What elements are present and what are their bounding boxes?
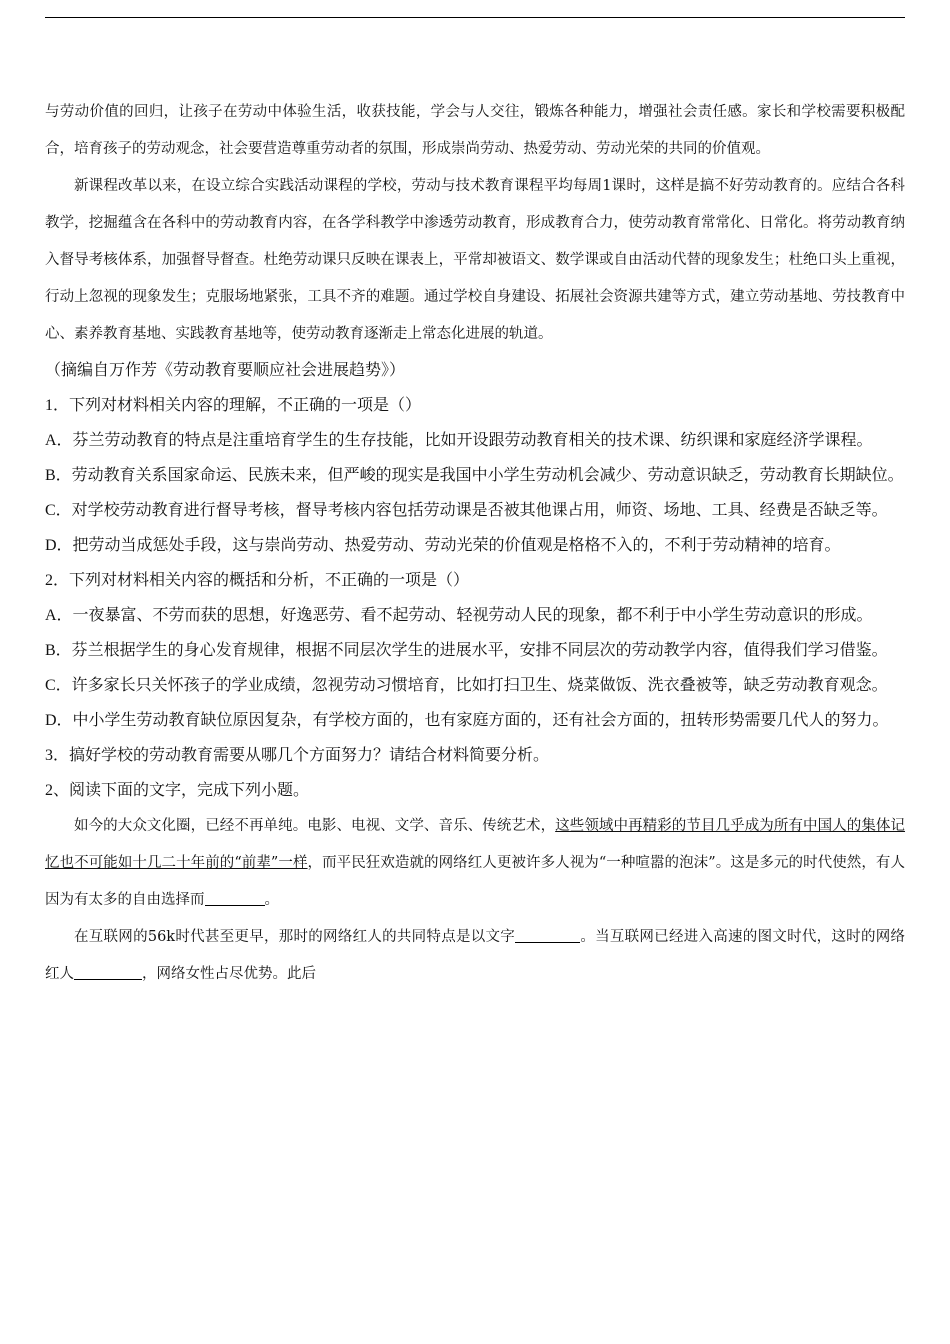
- section-2-p1-underlined-sentence: 这些领域中再精彩的节目几乎成为所有中国人的集体记忆也不可能如十几二十年前的“前辈”一样: [45, 818, 906, 871]
- passage1-paragraph-2: 新课程改革以来，在设立综合实践活动课程的学校，劳动与技术教育课程平均每周1课时，这样是搞不好劳动教育的。应结合各科教学，挖掘蕴含在各科中的劳动教育内容，在各学科教学中渗透劳动教育，形成教育合力，使劳动教育常常化、日常化。将劳动教育纳入督导考核体系，加强督导督查。杜绝劳动课只反映在课表上，平常却被语文、数学课或自由活动代替的现象发生；杜绝口头上重视，行动上忽视的现象发生；克服场地紧张，工具不齐的难题。通过学校自身建设、拓展社会资源共建等方式，建立劳动基地、劳技教育中心、素养教育基地、实践教育基地等，使劳动教育逐渐走上常态化进展的轨道。: [45, 178, 905, 342]
- passage1-paragraph-continued: 与劳动价值的回归，让孩子在劳动中体验生活，收获技能，学会与人交往，锻炼各种能力，增强社会责任感。家长和学校需要积极配合，培育孩子的劳动观念，社会要营造尊重劳动者的氛围，形成崇尚劳动、热爱劳动、劳动光荣的共同的价值观。: [45, 104, 905, 157]
- question-2-option-c: C．许多家长只关怀孩子的学业成绩，忽视劳动习惯培育，比如打扫卫生、烧菜做饭、洗衣叠被等，缺乏劳动教育观念。: [45, 677, 888, 694]
- question-2-option-d: D．中小学生劳动教育缺位原因复杂，有学校方面的，也有家庭方面的，还有社会方面的，扭转形势需要几代人的努力。: [45, 712, 889, 729]
- section-2-p2-text-c: ，网络女性占尽优势。此后: [142, 966, 316, 982]
- section-2-heading: 2、阅读下面的文字，完成下列小题。: [45, 782, 310, 799]
- question-1-stem: 1．下列对材料相关内容的理解，不正确的一项是（）: [45, 397, 422, 414]
- document-body: [45, 94, 905, 993]
- question-1-option-c: C．对学校劳动教育进行督导考核，督导考核内容包括劳动课是否被其他课占用，师资、场地、工具、经费是否缺乏等。: [45, 502, 888, 519]
- question-2-option-b: B．芬兰根据学生的身心发育规律，根据不同层次学生的进展水平，安排不同层次的劳动教学内容，值得我们学习借鉴。: [45, 642, 888, 659]
- section-2-paragraph-1: [45, 808, 905, 919]
- section-2-p1-text-a: 如今的大众文化圈，已经不再单纯。电影、电视、文学、音乐、传统艺术，: [74, 818, 556, 834]
- fill-blank-1[interactable]: [205, 891, 265, 907]
- question-1-option-b: B．劳动教育关系国家命运、民族未来，但严峻的现实是我国中小学生劳动机会减少、劳动意识缺乏，劳动教育长期缺位。: [45, 467, 904, 484]
- section-2-paragraph-2: [45, 919, 905, 993]
- section-2-p2-text-a: 在互联网的56k时代甚至更早，那时的网络红人的共同特点是以文字: [74, 929, 516, 945]
- section-2-p1-text-b: ，而平民狂欢造就的网络红人更被许多人视为“一种喧嚣的泡沫”。这是多元的时代使然，有人因为有太多的自由选择而: [45, 855, 905, 908]
- question-3-stem: 3．搞好学校的劳动教育需要从哪几个方面努力？请结合材料简要分析。: [45, 747, 550, 764]
- section-2-p2-text-b: 。当互联网已经进入高速的图文时代，这时的网络红人: [45, 929, 905, 982]
- header-rule: [45, 17, 905, 18]
- fill-blank-3[interactable]: [74, 965, 142, 981]
- passage1-source: （摘编自万作芳《劳动教育要顺应社会进展趋势》）: [45, 362, 406, 379]
- question-2-option-a: A．一夜暴富、不劳而获的思想，好逸恶劳、看不起劳动、轻视劳动人民的现象，都不利于中小学生劳动意识的形成。: [45, 607, 873, 624]
- question-1-option-d: D．把劳动当成惩处手段，这与崇尚劳动、热爱劳动、劳动光荣的价值观是格格不入的，不利于劳动精神的培育。: [45, 537, 841, 554]
- fill-blank-2[interactable]: [515, 928, 580, 944]
- section-2-p1-end: 。: [264, 892, 279, 908]
- question-2-stem: 2．下列对材料相关内容的概括和分析，不正确的一项是（）: [45, 572, 470, 589]
- question-1-option-a: A．芬兰劳动教育的特点是注重培育学生的生存技能，比如开设跟劳动教育相关的技术课、纺织课和家庭经济学课程。: [45, 432, 873, 449]
